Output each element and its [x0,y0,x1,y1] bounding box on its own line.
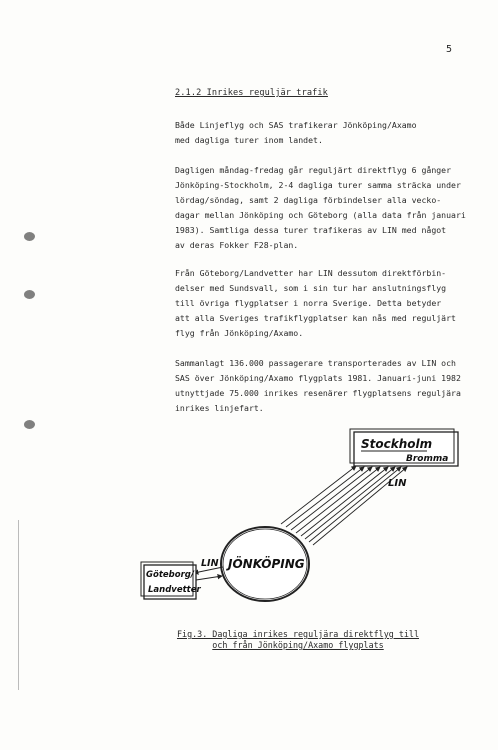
paragraph-passengers: Sammanlagt 136.000 passagerare transporterades av LIN och SAS över Jönköping/Axamo flygplats 1981. Januari-juni 1982 utnyttjade 75.000 inrikes resenärer flygplatsens reguljära inrikes linjefart. [175,358,461,413]
lin-label-lower: LIN [201,558,219,569]
figure-caption [172,629,424,651]
goteborg-box [141,562,201,599]
caption-line-2: och från Jönköping/Axamo flygplats [212,640,384,650]
bromma-label: Bromma [406,454,449,464]
jonkoping-node [221,527,309,601]
goteborg-label: Göteborg/ [146,570,194,580]
stockholm-label: Stockholm [361,437,433,451]
paragraph-daily-flights: Dagligen måndag-fredag går reguljärt direktflyg 6 gånger Jönköping-Stockholm, 2-4 dagliga turer samma sträcka under lördag/söndag, samt 2 dagliga förbindelser alla vecko- dagar mellan Jönköping och Göteborg (alla data från januari 1983). Samtliga dessa turer trafikeras av LIN med något av deras Fokker F28-plan. [175,165,466,250]
paragraph-airlines: Både Linjeflyg och SAS trafikerar Jönköping/Axamo med dagliga turer inom landet. [175,120,417,145]
lin-label-upper: LIN [388,478,407,489]
jonkoping-label: JÖNKÖPING [228,557,305,571]
page-number: 5 [446,44,453,55]
caption-line-1: Fig.3. Dagliga inrikes reguljära direktflyg till [176,629,420,639]
paragraph-connections: Från Göteborg/Landvetter har LIN dessutom direktförbin- delser med Sundsvall, som i sin tur har anslutningsflyg till övriga flygplatser i norra Sverige. Detta betyder att alla Sveriges trafikflygplatser kan nås med reguljärt flyg från Jönköping/Axamo. [175,268,456,338]
section-heading: 2.1.2 Inrikes reguljär trafik [175,88,328,98]
landvetter-label: Landvetter [148,585,201,595]
stockholm-box [350,429,458,466]
